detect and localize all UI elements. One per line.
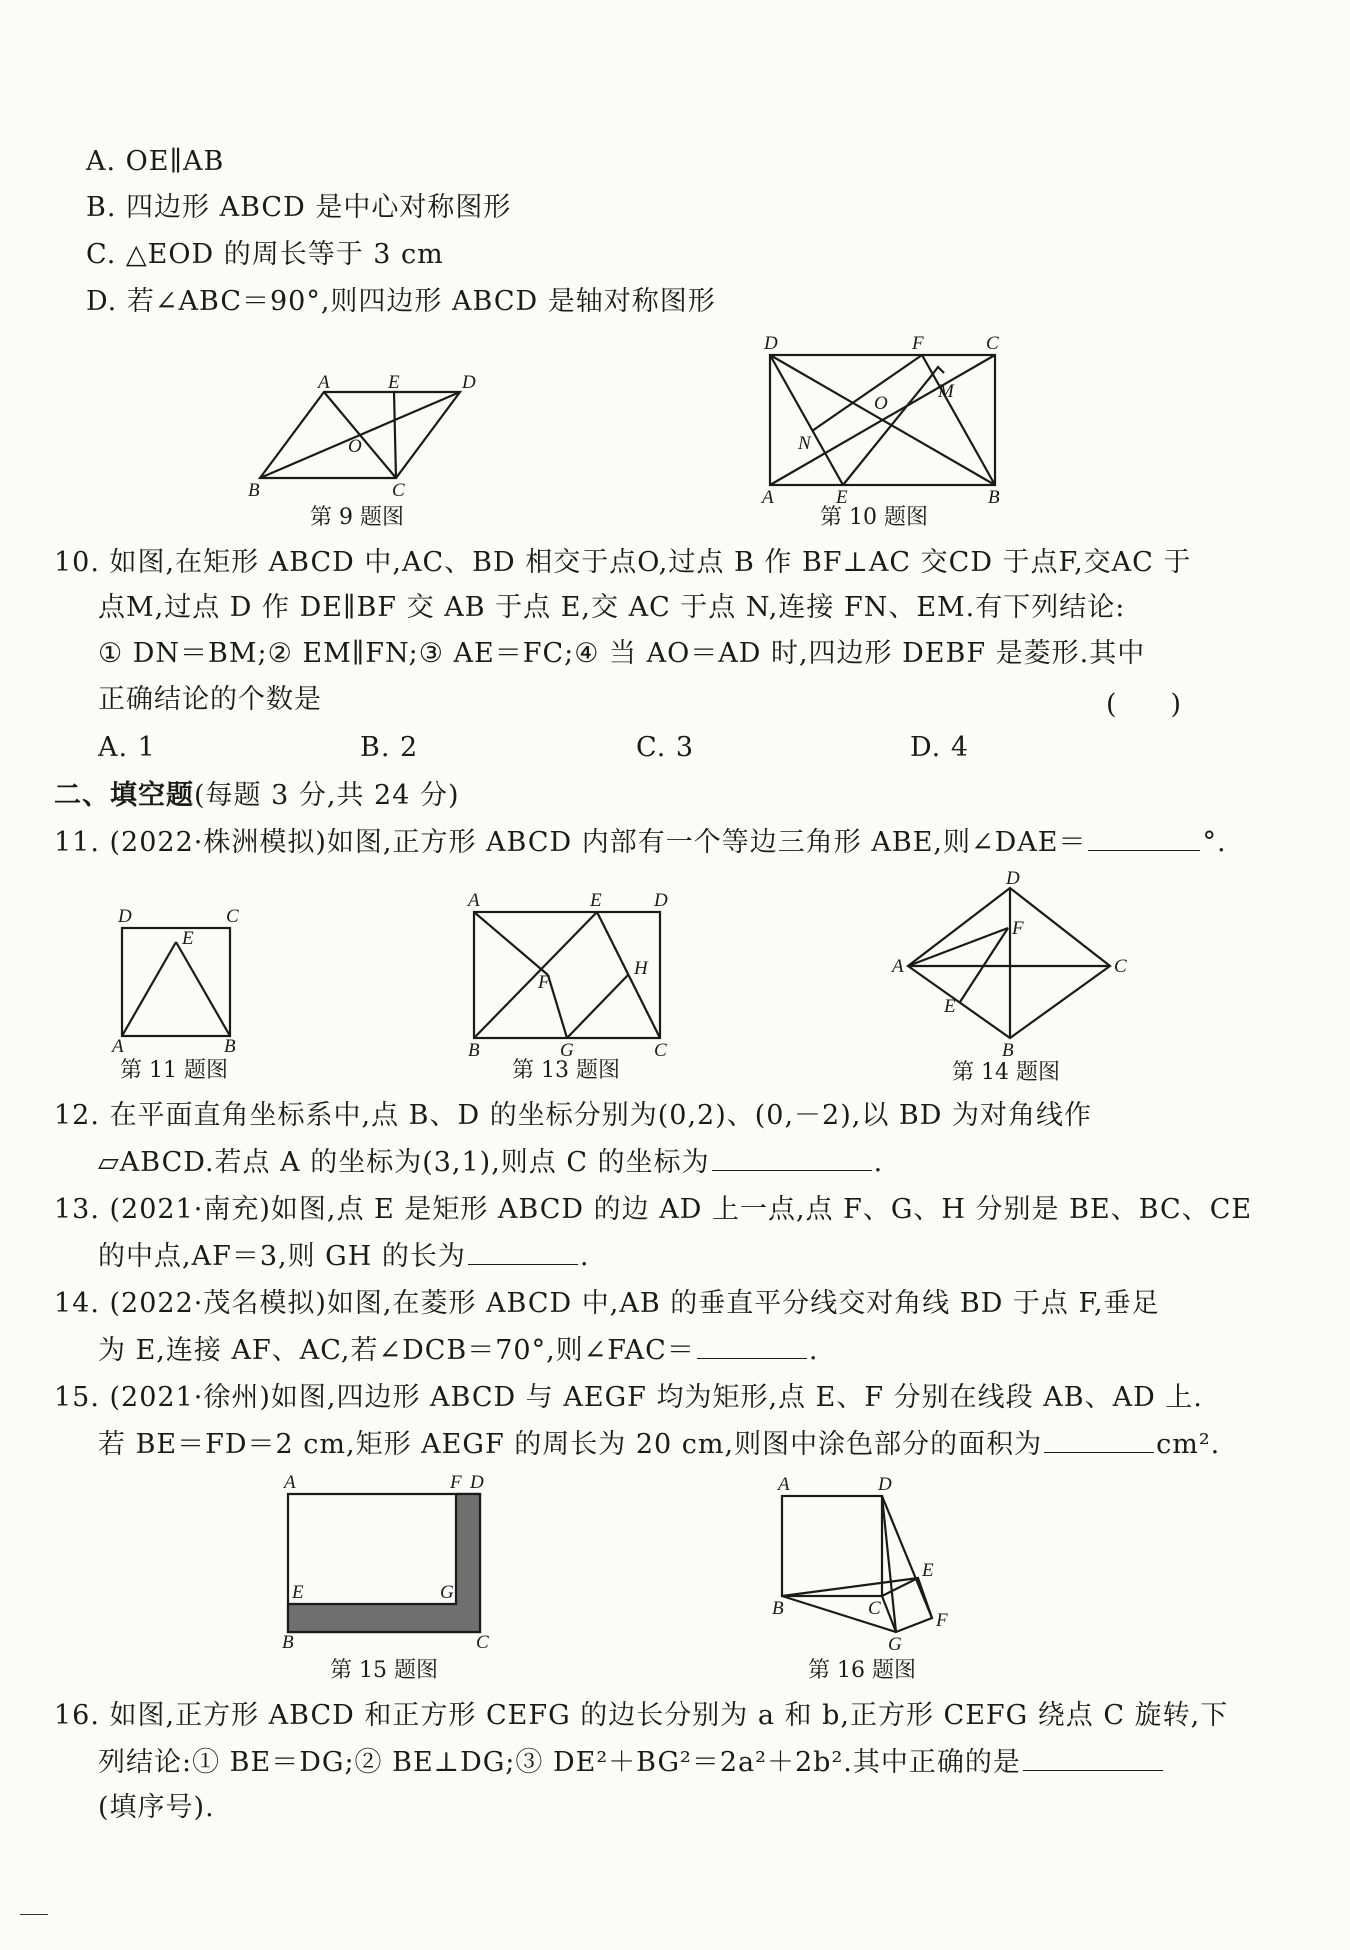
fig16-label-e: E — [922, 1560, 934, 1581]
caption-fig13: 第 13 题图 — [512, 1058, 620, 1083]
fig13-label-f: F — [538, 972, 550, 993]
figure-14 — [890, 870, 1130, 1060]
q10-line4: 正确结论的个数是 — [98, 684, 322, 715]
q10-option-c: C. 3 — [636, 732, 695, 763]
caption-fig11: 第 11 题图 — [120, 1058, 228, 1083]
fig14-label-e: E — [944, 996, 956, 1017]
fig9-label-o: O — [348, 436, 362, 457]
fig11-label-c: C — [226, 906, 239, 927]
fig15-label-c: C — [476, 1632, 489, 1653]
q12-after: . — [873, 1147, 884, 1178]
fig15-label-f: F — [450, 1472, 462, 1493]
caption-fig15: 第 15 题图 — [330, 1658, 438, 1683]
q16-answer-blank[interactable] — [1023, 1744, 1163, 1771]
q15-line2: 若 BE＝FD＝2 cm,矩形 AEGF 的周长为 20 cm,则图中涂色部分的面积为 — [98, 1429, 1043, 1460]
q13-after: . — [579, 1241, 590, 1272]
fig10-label-f: F — [912, 333, 924, 354]
q13-line2: 的中点,AF＝3,则 GH 的长为 — [98, 1241, 466, 1272]
fig13-label-h: H — [634, 958, 648, 979]
fig10-label-n: N — [798, 433, 811, 454]
fig15-label-g: G — [440, 1582, 454, 1603]
fig13-label-a: A — [468, 890, 480, 911]
q15-line1: 15. (2021·徐州)如图,四边形 ABCD 与 AEGF 均为矩形,点 E、F 分别在线段 AB、AD 上. — [54, 1382, 1203, 1413]
fig9-label-b: B — [248, 480, 260, 501]
q11 — [54, 824, 1227, 861]
q9-option-d: D. 若∠ABC＝90°,则四边形 ABCD 是轴对称图形 — [86, 286, 716, 317]
q11-answer-blank[interactable] — [1088, 824, 1200, 851]
q9-option-a: A. OE∥AB — [86, 146, 225, 177]
section-note: (每题 3 分,共 24 分) — [194, 780, 460, 811]
figure-15 — [280, 1470, 510, 1653]
fig10-label-a: A — [762, 487, 774, 508]
fig9-label-c: C — [392, 480, 405, 501]
q13-line1: 13. (2021·南充)如图,点 E 是矩形 ABCD 的边 AD 上一点,点 F、G、H 分别是 BE、BC、CE — [54, 1194, 1253, 1225]
q14-line2-wrap — [98, 1332, 818, 1369]
q10-line3: ① DN＝BM;② EM∥FN;③ AE＝FC;④ 当 AO＝AD 时,四边形 DEBF 是菱形.其中 — [98, 638, 1146, 669]
fig9-label-d: D — [462, 372, 476, 393]
fig14-label-d: D — [1006, 868, 1020, 889]
q13-answer-blank[interactable] — [468, 1238, 578, 1265]
fig15-label-e: E — [292, 1582, 304, 1603]
caption-fig10: 第 10 题图 — [820, 505, 928, 530]
q12-line1: 12. 在平面直角坐标系中,点 B、D 的坐标分别为(0,2)、(0,－2),以 BD 为对角线作 — [54, 1100, 1093, 1131]
fig16-label-g: G — [888, 1634, 902, 1655]
figure-11 — [110, 900, 250, 1057]
fig10-label-m: M — [938, 381, 954, 402]
fig14-label-c: C — [1114, 956, 1127, 977]
figure-16 — [770, 1470, 970, 1655]
footer-divider — [20, 1914, 48, 1915]
fig10-label-c: C — [986, 333, 999, 354]
fig11-label-b: B — [224, 1036, 236, 1057]
caption-fig9: 第 9 题图 — [310, 505, 404, 530]
fig13-label-e: E — [590, 890, 602, 911]
q11-text: 11. (2022·株洲模拟)如图,正方形 ABCD 内部有一个等边三角形 ABE,则∠DAE＝ — [54, 827, 1087, 858]
q10-option-d: D. 4 — [910, 732, 970, 763]
fig16-label-a: A — [778, 1474, 790, 1495]
fig14-label-b: B — [1002, 1040, 1014, 1061]
q10-answer-paren: ( ) — [1106, 689, 1182, 720]
q16-line1: 16. 如图,正方形 ABCD 和正方形 CEFG 的边长分别为 a 和 b,正方形 CEFG 绕点 C 旋转,下 — [54, 1700, 1229, 1731]
fig11-label-a: A — [112, 1036, 124, 1057]
q14-answer-blank[interactable] — [697, 1332, 807, 1359]
fig10-label-b: B — [988, 487, 1000, 508]
caption-fig14: 第 14 题图 — [952, 1060, 1060, 1085]
fig13-label-b: B — [468, 1040, 480, 1061]
fig16-label-d: D — [878, 1474, 892, 1495]
fig10-label-d: D — [764, 333, 778, 354]
q11-after: °. — [1202, 827, 1227, 858]
fig16-label-c: C — [868, 1598, 881, 1619]
q9-option-c: C. △EOD 的周长等于 3 cm — [86, 239, 444, 270]
fig13-label-c: C — [654, 1040, 667, 1061]
fig13-label-g: G — [560, 1040, 574, 1061]
q14-after: . — [808, 1335, 819, 1366]
fig16-label-f: F — [936, 1610, 948, 1631]
q13-line2-wrap — [98, 1238, 589, 1275]
fig15-label-d: D — [470, 1472, 484, 1493]
fig9-label-a: A — [318, 372, 330, 393]
fig14-label-a: A — [892, 956, 904, 977]
q16-line3: (填序号). — [98, 1792, 215, 1823]
q16-line2: 列结论:① BE＝DG;② BE⊥DG;③ DE²＋BG²＝2a²＋2b².其中正确的是 — [98, 1747, 1021, 1778]
q12-answer-blank[interactable] — [712, 1144, 872, 1171]
figure-13 — [462, 888, 692, 1061]
fig11-label-e: E — [182, 928, 194, 949]
fig11-label-d: D — [118, 906, 132, 927]
caption-fig16: 第 16 题图 — [808, 1658, 916, 1683]
q10-line2: 点M,过点 D 作 DE∥BF 交 AB 于点 E,交 AC 于点 N,连接 FN、EM.有下列结论: — [98, 592, 1126, 623]
section-title: 二、填空题 — [54, 780, 194, 811]
q15-line2-wrap — [98, 1426, 1220, 1463]
q14-line1: 14. (2022·茂名模拟)如图,在菱形 ABCD 中,AB 的垂直平分线交对角线 BD 于点 F,垂足 — [54, 1288, 1160, 1319]
q16-line2-wrap — [98, 1744, 1165, 1781]
section-heading — [54, 778, 460, 814]
fig14-label-f: F — [1012, 918, 1024, 939]
fig13-label-d: D — [654, 890, 668, 911]
fig15-label-a: A — [284, 1472, 296, 1493]
fig16-label-b: B — [772, 1598, 784, 1619]
figure-9 — [240, 370, 490, 510]
fig15-label-b: B — [282, 1632, 294, 1653]
figure-10 — [760, 333, 1020, 508]
q12-line2: ▱ABCD.若点 A 的坐标为(3,1),则点 C 的坐标为 — [98, 1147, 710, 1178]
q14-line2: 为 E,连接 AF、AC,若∠DCB＝70°,则∠FAC＝ — [98, 1335, 695, 1366]
fig9-label-e: E — [388, 372, 400, 393]
q10-line1: 10. 如图,在矩形 ABCD 中,AC、BD 相交于点O,过点 B 作 BF⊥AC 交CD 于点F,交AC 于 — [54, 547, 1192, 578]
q10-option-b: B. 2 — [360, 732, 419, 763]
q9-option-b: B. 四边形 ABCD 是中心对称图形 — [86, 192, 512, 223]
fig10-label-o: O — [874, 393, 888, 414]
q15-after: cm². — [1156, 1429, 1221, 1460]
q10-option-a: A. 1 — [98, 732, 156, 763]
fig10-label-e: E — [836, 487, 848, 508]
q15-answer-blank[interactable] — [1044, 1426, 1154, 1453]
q12-line2-wrap — [98, 1144, 883, 1181]
